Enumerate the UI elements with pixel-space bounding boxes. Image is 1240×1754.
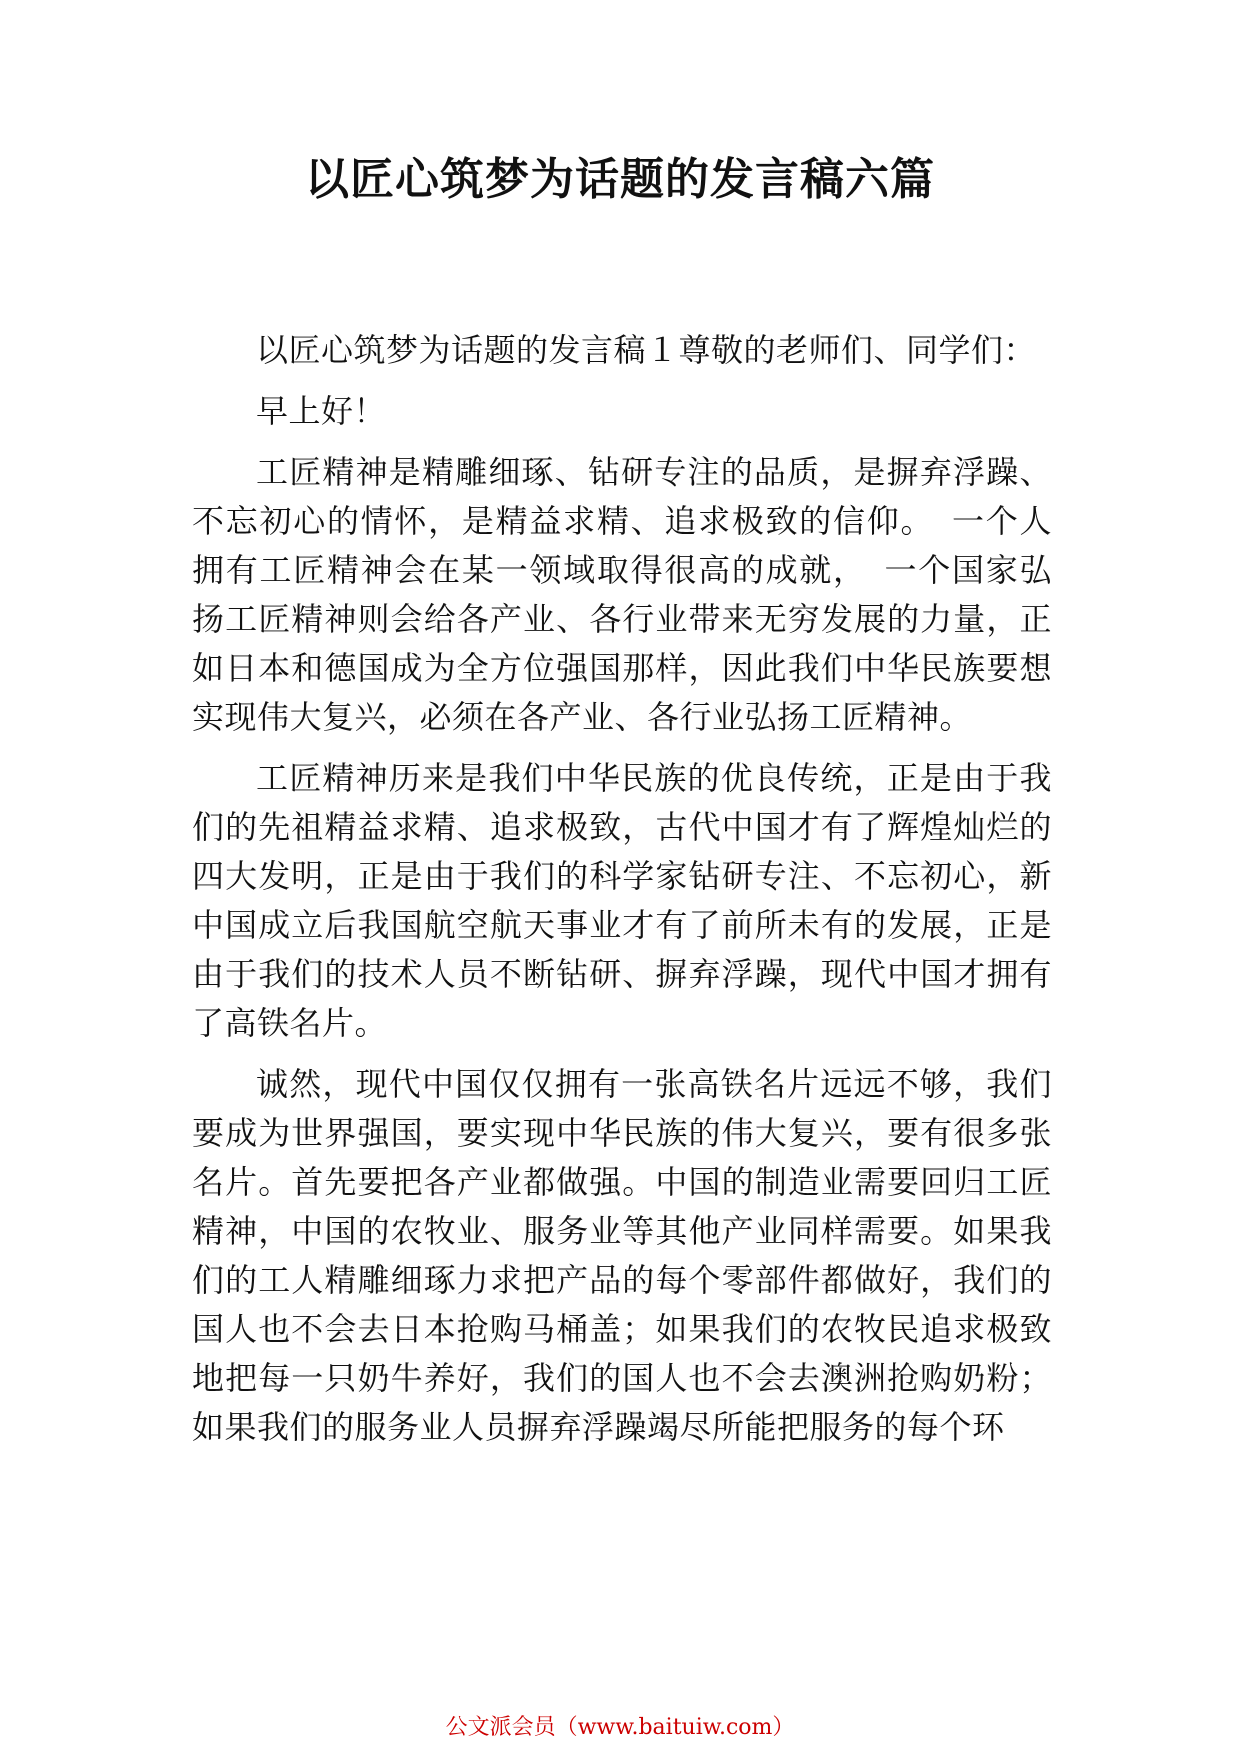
paragraph-craftsman-spirit: 工匠精神是精雕细琢、钻研专注的品质，是摒弃浮躁、不忘初心的情怀，是精益求精、追求极致的信仰。 一个人拥有工匠精神会在某一领域取得很高的成就， 一个国家弘扬工匠精神则会给各产业、各行业带来无穷发展的力量，正如日本和德国成为全方位强国那样，因此我们中华民族要想实现伟大复兴，必须在各产业、各行业弘扬工匠精神。 — [192, 453, 1052, 736]
document-body — [192, 326, 1052, 1452]
document-title: 以匠心筑梦为话题的发言稿六篇 — [305, 154, 935, 205]
paragraph-greeting: 早上好！ — [256, 392, 387, 430]
paragraph-business-cards: 诚然，现代中国仅仅拥有一张高铁名片远远不够，我们要成为世界强国，要实现中华民族的伟大复兴，要有很多张名片。首先要把各产业都做强。中国的制造业需要回归工匠精神，中国的农牧业、服务业等其他产业同样需要。如果我们的工人精雕细琢力求把产品的每个零部件都做好，我们的国人也不会去日本抢购马桶盖；如果我们的农牧民追求极致地把每一只奶牛养好，我们的国人也不会去澳洲抢购奶粉；如果我们的服务业人员摒弃浮躁竭尽所能把服务的每个环 — [192, 1065, 1052, 1446]
paragraph-tradition: 工匠精神历来是我们中华民族的优良传统，正是由于我们的先祖精益求精、追求极致，古代中国才有了辉煌灿烂的四大发明，正是由于我们的科学家钻研专注、不忘初心，新中国成立后我国航空航天事业才有了前所未有的发展，正是由于我们的技术人员不断钻研、摒弃浮躁，现代中国才拥有了高铁名片。 — [192, 759, 1052, 1042]
page-footer-watermark: 公文派会员（www.baituiw.com） — [445, 1715, 795, 1740]
paragraph-salutation: 以匠心筑梦为话题的发言稿１尊敬的老师们、同学们： — [256, 331, 1037, 369]
